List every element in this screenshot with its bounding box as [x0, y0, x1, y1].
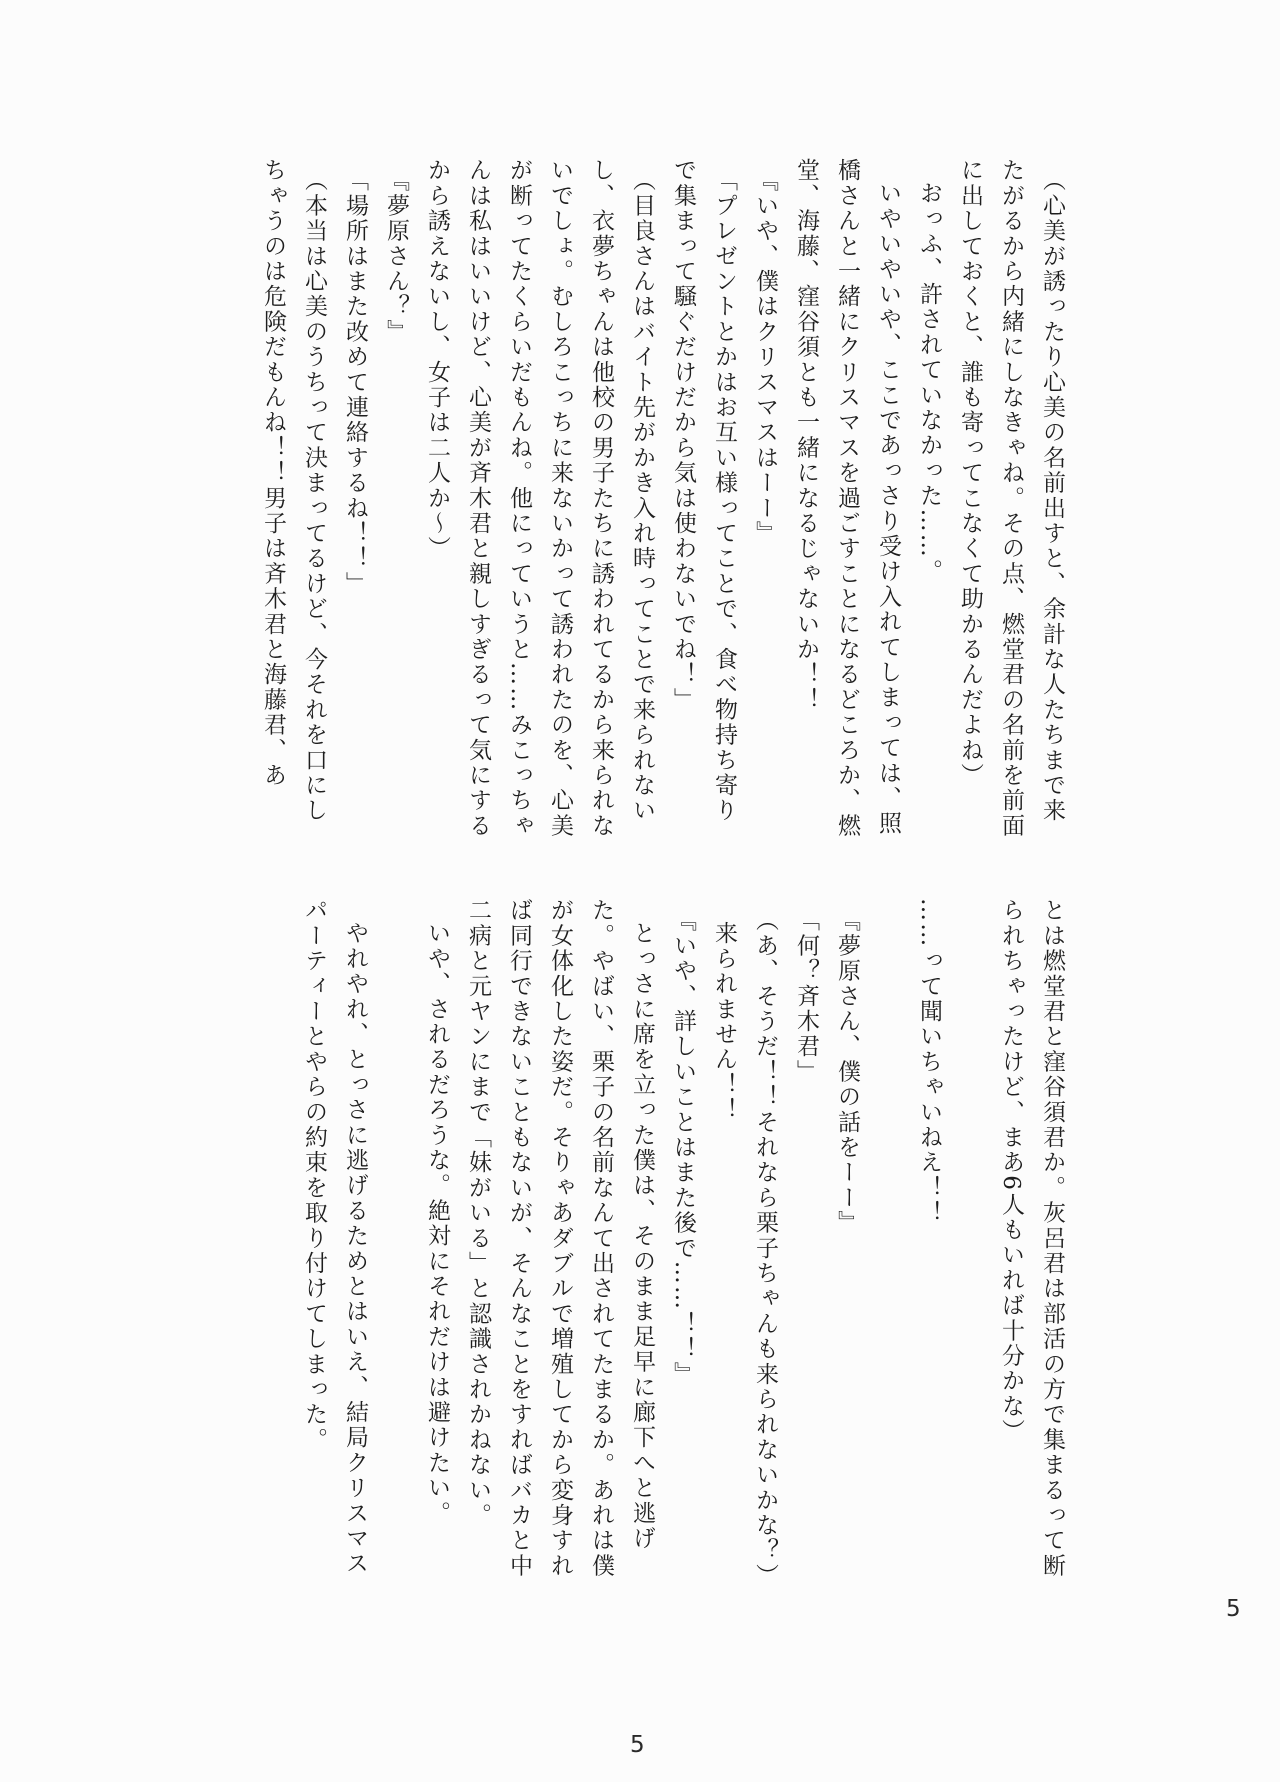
paragraph: 『夢原さん、僕の話をーー』 [834, 908, 860, 1236]
paragraph: （心美が誘ったり心美の名前出すと、余計な人たちまで来たがるから内緒にしなきゃね。その点、燃堂君の名前を前面に出しておくと、誰も寄ってこなくて助かるんだよね） [957, 158, 1065, 839]
paragraph: （本当は心美のうちって決まってるけど、今それを口にしちゃうのは危険だもんね！！男子は斉木君と海藤君、あ [260, 158, 327, 824]
paragraph: とは燃堂君と窪谷須君か。灰呂君は部活の方で集まるって断られちゃったけど、まあ6人もいれば十分かな） [998, 898, 1065, 1579]
page-number-bottom: 5 [630, 1732, 645, 1758]
paragraph: 「場所はまた改めて連絡するね！！」 [342, 168, 368, 597]
paragraph: （目良さんはバイト先がかき入れ時ってことで来られないし、衣夢ちゃんは他校の男子たちに誘われてるから来られないでしょ。むしろこっちに来ないかって誘われたのを、心美が断ってたくらいだもんね。他にっていうと……みこっちゃんは私はいいけど、心美が斉木君と親しすぎるって気にするから誘えないし、女子は二人か〜） [424, 158, 655, 839]
paragraph: いや、されるだろうな。絶対にそれだけは避けたい。 [424, 921, 450, 1526]
paragraph: （あ、そうだ！！それなら栗子ちゃんも来られないかな？） [752, 908, 778, 1589]
paragraph: 『夢原さん？』 [383, 168, 409, 345]
paragraph: やれやれ、とっさに逃げるためとはいえ、結局クリスマスパーティーとやらの約束を取り付けてしまった。 [301, 898, 368, 1577]
paragraph: ……って聞いちゃいねえ！！ [916, 898, 942, 1226]
paragraph: 『いや、詳しいことはまた後で……！！』 [670, 908, 696, 1387]
paragraph: 『いや、僕はクリスマスはーー』 [752, 168, 778, 546]
text-block-bottom [293, 898, 1072, 1589]
text-block-top [252, 158, 1072, 842]
paragraph: 来られません！！ [711, 921, 737, 1123]
paragraph: おっふ、許されていなかった……。 [916, 181, 942, 585]
paragraph: とっさに席を立った僕は、そのまま足早に廊下へと逃げた。やばい、栗子の名前なんて出されてたまるか。あれは僕が女体化した姿だ。そりゃあダブルで増殖してから変身すれば同行できないこともないが、そんなことをすればバカと中二病と元ヤンにまで「妹がいる」と認識されかねない。 [465, 898, 655, 1579]
paragraph: 「プレゼントとかはお互い様ってことで、食べ物持ち寄りで集まって騒ぐだけだから気は使わないでね！」 [670, 158, 737, 824]
page-number-right: 5 [1226, 1596, 1241, 1622]
paragraph: いやいやいや、ここであっさり受け入れてしまっては、照橋さんと一緒にクリスマスを過ごすことになるどころか、燃堂、海藤、窪谷須とも一緒になるじゃないか！！ [793, 158, 901, 839]
paragraph: 「何？斉木君」 [793, 908, 819, 1085]
